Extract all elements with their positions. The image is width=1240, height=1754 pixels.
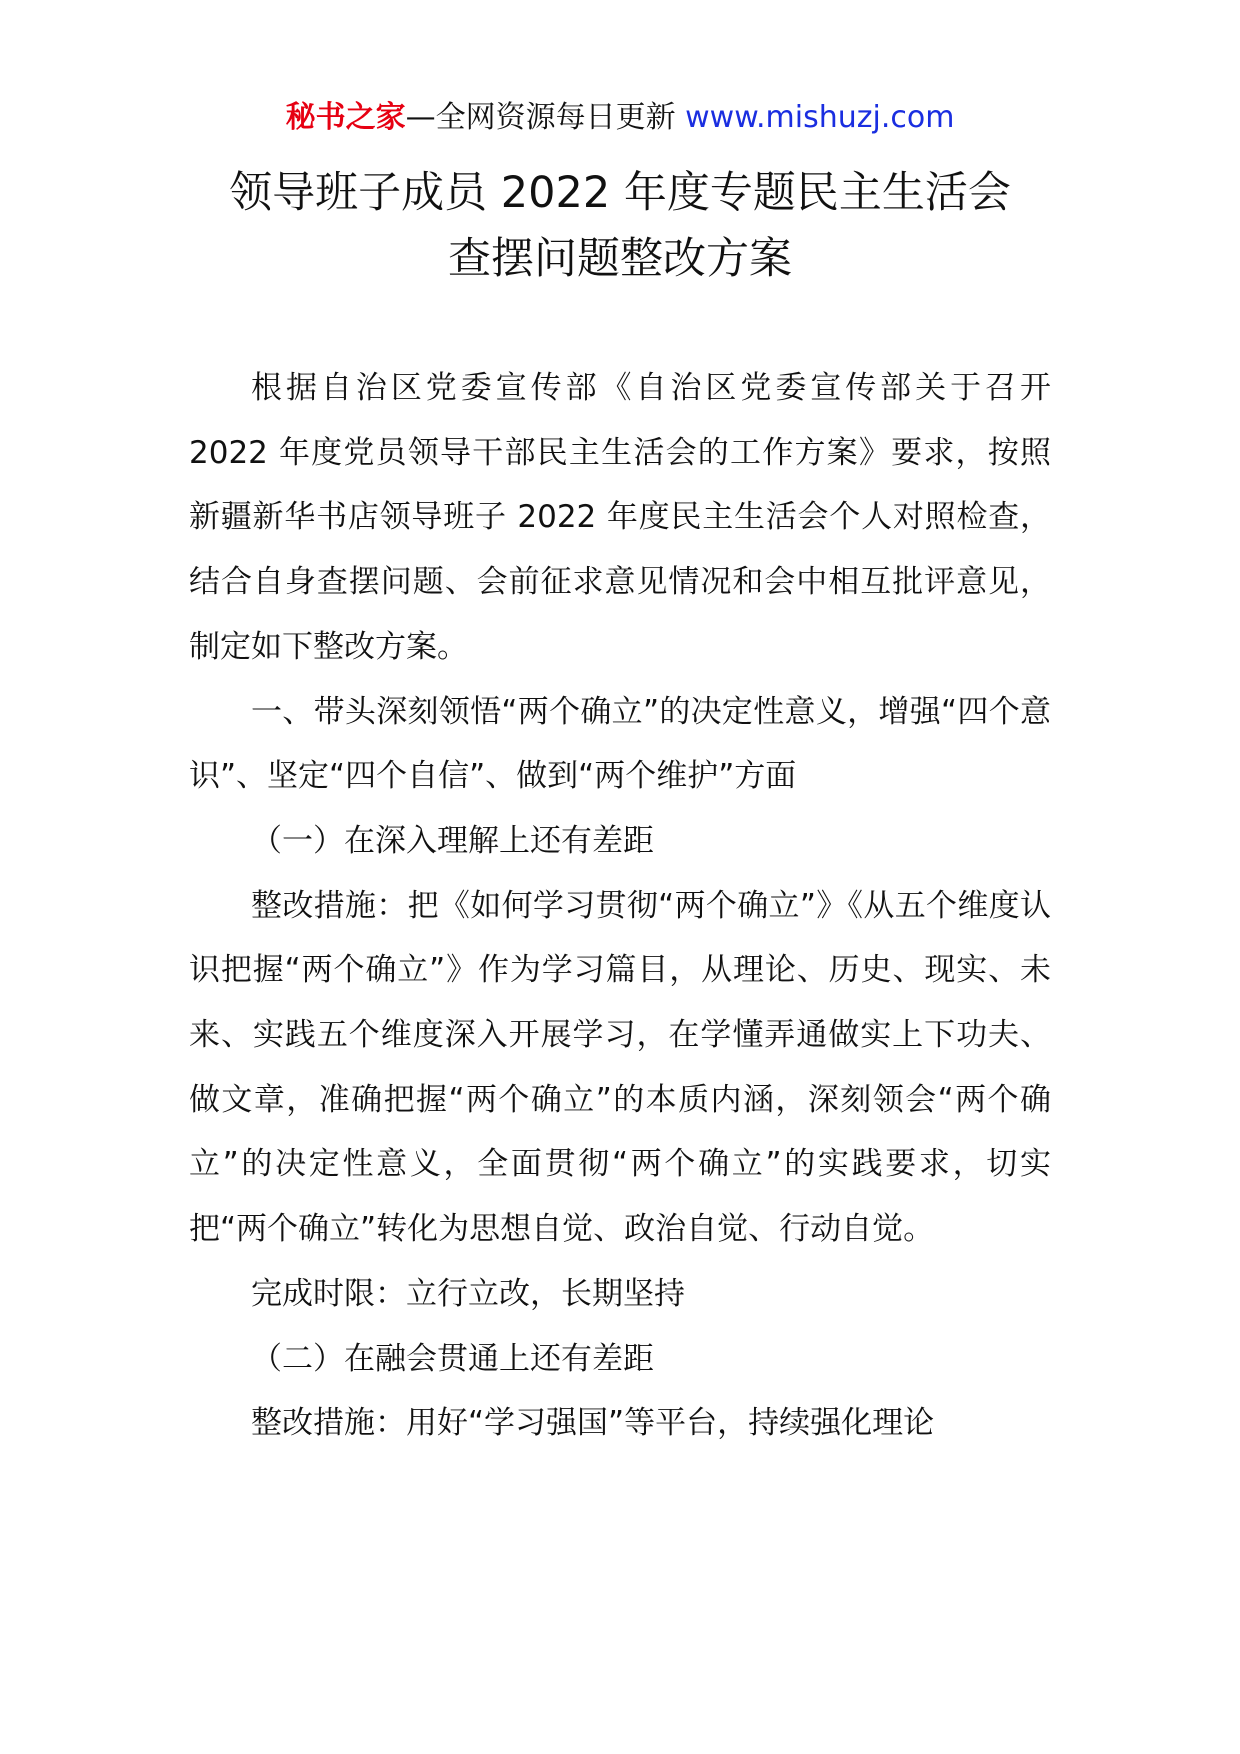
site-brand: 秘书之家 (285, 100, 406, 135)
document-title-line-2: 查摆问题整改方案 (448, 234, 792, 284)
paragraph-deadline-1: 完成时限：立行立改，长期坚持 (251, 1275, 685, 1312)
paragraph-intro: 根据自治区党委宣传部《自治区党委宣传部关于召开 2022 年度党员领导干部民主生活会的工作方案》要求，按照新疆新华书店领导班子 2022 年度民主生活会个人对照检查，结合自身查摆问题、会前征求意见情况和会中相互批评意见，制定如下整改方案。 (189, 370, 1051, 665)
subsection-heading-2: （二）在融会贯通上还有差距 (251, 1340, 654, 1377)
section-heading-1: 一、带头深刻领悟“两个确立”的决定性意义，增强“四个意识”、坚定“四个自信”、做到“两个维护”方面 (189, 693, 1051, 795)
site-header (0, 98, 1240, 138)
document-title-line-1: 领导班子成员 2022 年度专题民主生活会 (229, 168, 1011, 218)
paragraph-measures-1: 整改措施：把《如何学习贯彻“两个确立”》《从五个维度认识把握“两个确立”》作为学习篇目，从理论、历史、现实、未来、实践五个维度深入开展学习，在学懂弄通做实上下功夫、做文章，准确把握“两个确立”的本质内涵，深刻领会“两个确立”的决定性意义，全面贯彻“两个确立”的实践要求，切实把“两个确立”转化为思想自觉、政治自觉、行动自觉。 (189, 887, 1051, 1248)
site-url: www.mishuzj.com (685, 100, 955, 135)
document-title (0, 160, 1240, 292)
subsection-heading-1: （一）在深入理解上还有差距 (251, 822, 654, 859)
paragraph-measures-2: 整改措施：用好“学习强国”等平台，持续强化理论 (251, 1405, 935, 1442)
document-body (189, 356, 1051, 1456)
site-tagline: —全网资源每日更新 (405, 100, 686, 135)
